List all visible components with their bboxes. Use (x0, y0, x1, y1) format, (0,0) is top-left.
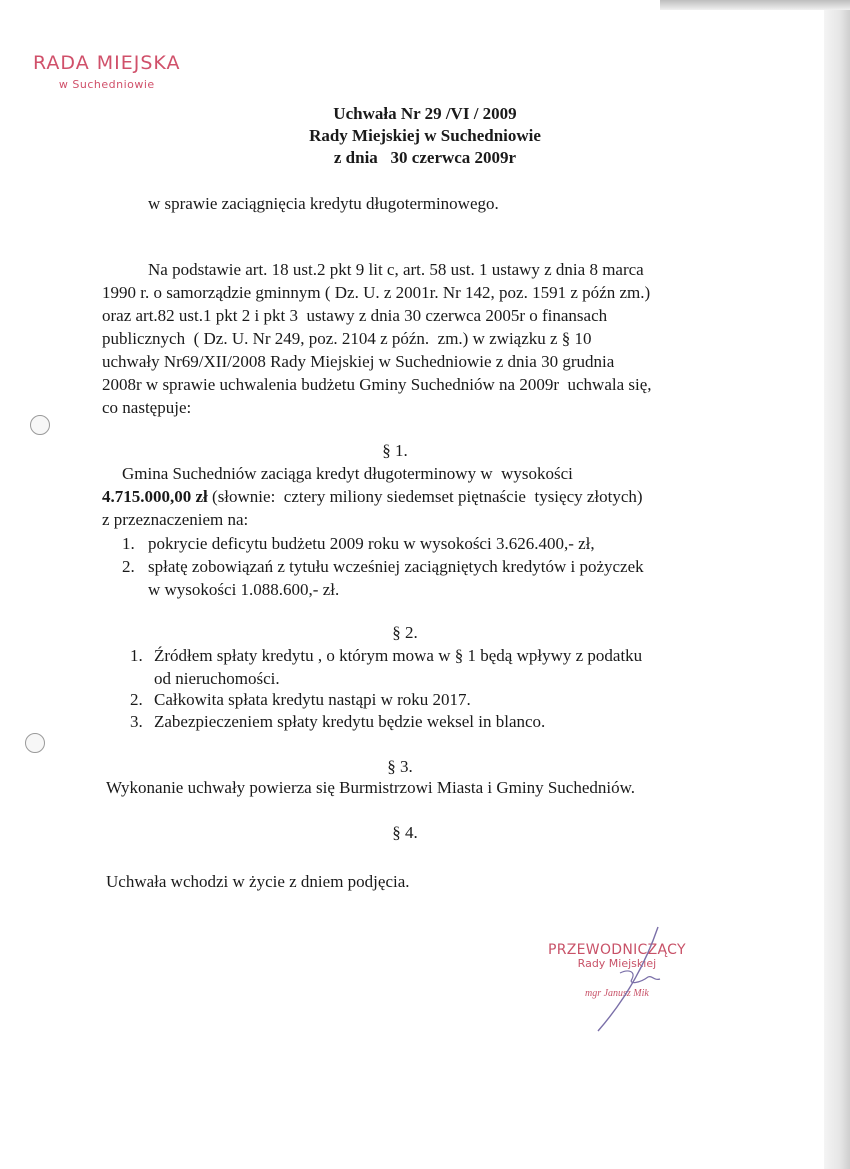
signature-name: mgr Janusz Mik (584, 988, 649, 999)
list-item: Całkowita spłata kredytu nastąpi w roku 2017. (154, 690, 471, 709)
section-3-text: Wykonanie uchwały powierza się Burmistrzowi Miasta i Gminy Suchedniów. (106, 778, 636, 797)
preamble-line: Na podstawie art. 18 ust.2 pkt 9 lit c, art. 58 ust. 1 ustawy z dnia 8 marca (148, 260, 644, 279)
list-item: pokrycie deficytu budżetu 2009 roku w wysokości 3.626.400,- zł, (148, 534, 595, 553)
resolution-date: z dnia 30 czerwca 2009r (333, 148, 517, 167)
punch-hole-top (30, 415, 50, 435)
scan-edge-top (660, 0, 850, 10)
handwritten-signature (590, 925, 670, 1035)
signature-subtitle: Rady Miejskiej (577, 957, 657, 970)
list-number: 1. (122, 534, 135, 553)
preamble-line: uchwały Nr69/XII/2008 Rady Miejskiej w Suchedniowie z dnia 30 grudnia (102, 352, 615, 371)
scan-edge-right (824, 0, 850, 1169)
resolution-issuer: Rady Miejskiej w Suchedniowie (309, 126, 541, 145)
preamble-line: 1990 r. o samorządzie gminnym ( Dz. U. z 2001r. Nr 142, poz. 1591 z późn zm.) (102, 283, 651, 302)
preamble-line: oraz art.82 ust.1 pkt 2 i pkt 3 ustawy z dnia 30 czerwca 2005r o finansach (102, 306, 608, 325)
loan-amount-words: (słownie: cztery miliony siedemset piętnaście tysięcy złotych) (207, 487, 643, 506)
list-item: Źródłem spłaty kredytu , o którym mowa w § 1 będą wpływy z podatku (154, 646, 643, 665)
section-1-amount-line (102, 487, 643, 507)
section-1-heading: § 1. (382, 441, 408, 460)
resolution-title: Uchwała Nr 29 /VI / 2009 (333, 104, 517, 123)
section-4-heading: § 4. (392, 823, 418, 842)
section-1-line: z przeznaczeniem na: (102, 510, 249, 529)
list-number: 1. (130, 646, 143, 665)
list-number: 3. (130, 712, 143, 731)
stamp-line-2: w Suchedniowie (58, 78, 155, 91)
stamp-line-1: RADA MIEJSKA (33, 52, 181, 74)
section-1-line: Gmina Suchedniów zaciąga kredyt długoterminowy w wysokości (122, 464, 573, 483)
council-stamp (33, 52, 181, 91)
subject-line: w sprawie zaciągnięcia kredytu długoterminowego. (148, 194, 499, 213)
list-number: 2. (122, 557, 135, 576)
preamble-line: 2008r w sprawie uchwalenia budżetu Gminy Suchedniów na 2009r uchwala się, (102, 375, 652, 394)
section-2-heading: § 2. (392, 623, 418, 642)
preamble-line: co następuje: (102, 398, 192, 417)
signature-title: PRZEWODNICZĄCY (548, 942, 686, 958)
list-number: 2. (130, 690, 143, 709)
section-3-heading: § 3. (387, 757, 413, 776)
loan-amount: 4.715.000,00 zł (102, 487, 208, 506)
punch-hole-bottom (25, 733, 45, 753)
preamble-line: publicznych ( Dz. U. Nr 249, poz. 2104 z późn. zm.) w związku z § 10 (102, 329, 592, 348)
list-item: spłatę zobowiązań z tytułu wcześniej zaciągniętych kredytów i pożyczek (148, 557, 644, 576)
list-item-continuation: od nieruchomości. (154, 669, 280, 688)
list-item: Zabezpieczeniem spłaty kredytu będzie weksel in blanco. (154, 712, 546, 731)
list-item-continuation: w wysokości 1.088.600,- zł. (148, 580, 340, 599)
section-4-text: Uchwała wchodzi w życie z dniem podjęcia. (106, 872, 410, 891)
